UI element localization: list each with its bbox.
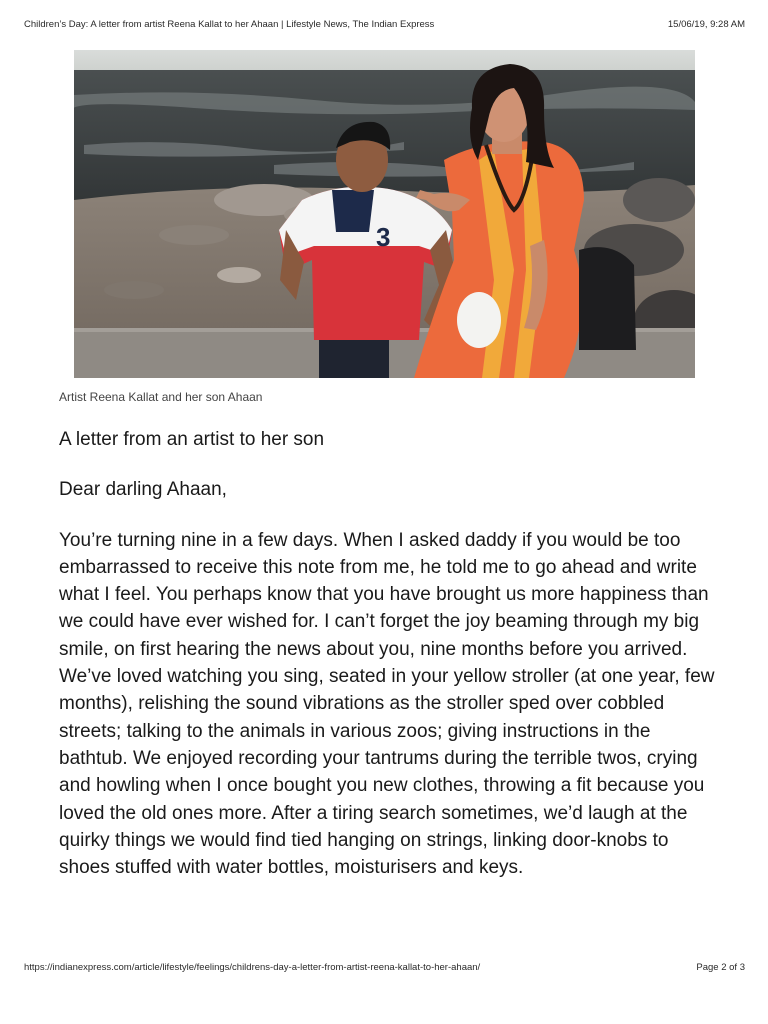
- article-photo: [74, 50, 695, 378]
- photo-caption: Artist Reena Kallat and her son Ahaan: [59, 390, 263, 404]
- print-datetime: 15/06/19, 9:28 AM: [667, 19, 745, 30]
- article-subhead: A letter from an artist to her son: [59, 429, 325, 450]
- letter-paragraph: You’re turning nine in a few days. When I asked daddy if you would be too embarrassed to receive this note from me, he told me to go ahead and write what I feel. You perhaps know that you have brought us more happiness than we could have ever wished for. I can’t forget the joy beaming through my big smile, on first hearing the news about you, nine months before you arrived. We’ve loved watching you sing, seated in your yellow stroller (at one year, few months), relishing the sound vibrations as the stroller sped over cobbled streets; talking to the animals in various zoos; giving instructions in the bathtub. We enjoyed recording your tantrums during the terrible twos, crying and howling when I once bought you new clothes, throwing a fit because you loved the old ones more. After a tiring search sometimes, we’d laugh at the quirky things we would find tied hanging on strings, linking door-knobs to shoes stuffed with water bottles, moisturisers and keys.: [59, 529, 715, 879]
- document-title: Children’s Day: A letter from artist Reena Kallat to her Ahaan | Lifestyle News, The Indian Express: [24, 19, 435, 30]
- article-body: [59, 426, 719, 881]
- article-url: https://indianexpress.com/article/lifestyle/feelings/childrens-day-a-letter-from-artist-reena-kallat-to-her-ahaan/: [24, 962, 481, 973]
- print-header: [24, 19, 745, 33]
- letter-salutation: Dear darling Ahaan,: [59, 479, 227, 501]
- page-number: Page 2 of 3: [696, 962, 745, 973]
- svg-text:3: 3: [376, 222, 391, 252]
- print-footer: [24, 962, 745, 976]
- photo-illustration: [74, 50, 695, 378]
